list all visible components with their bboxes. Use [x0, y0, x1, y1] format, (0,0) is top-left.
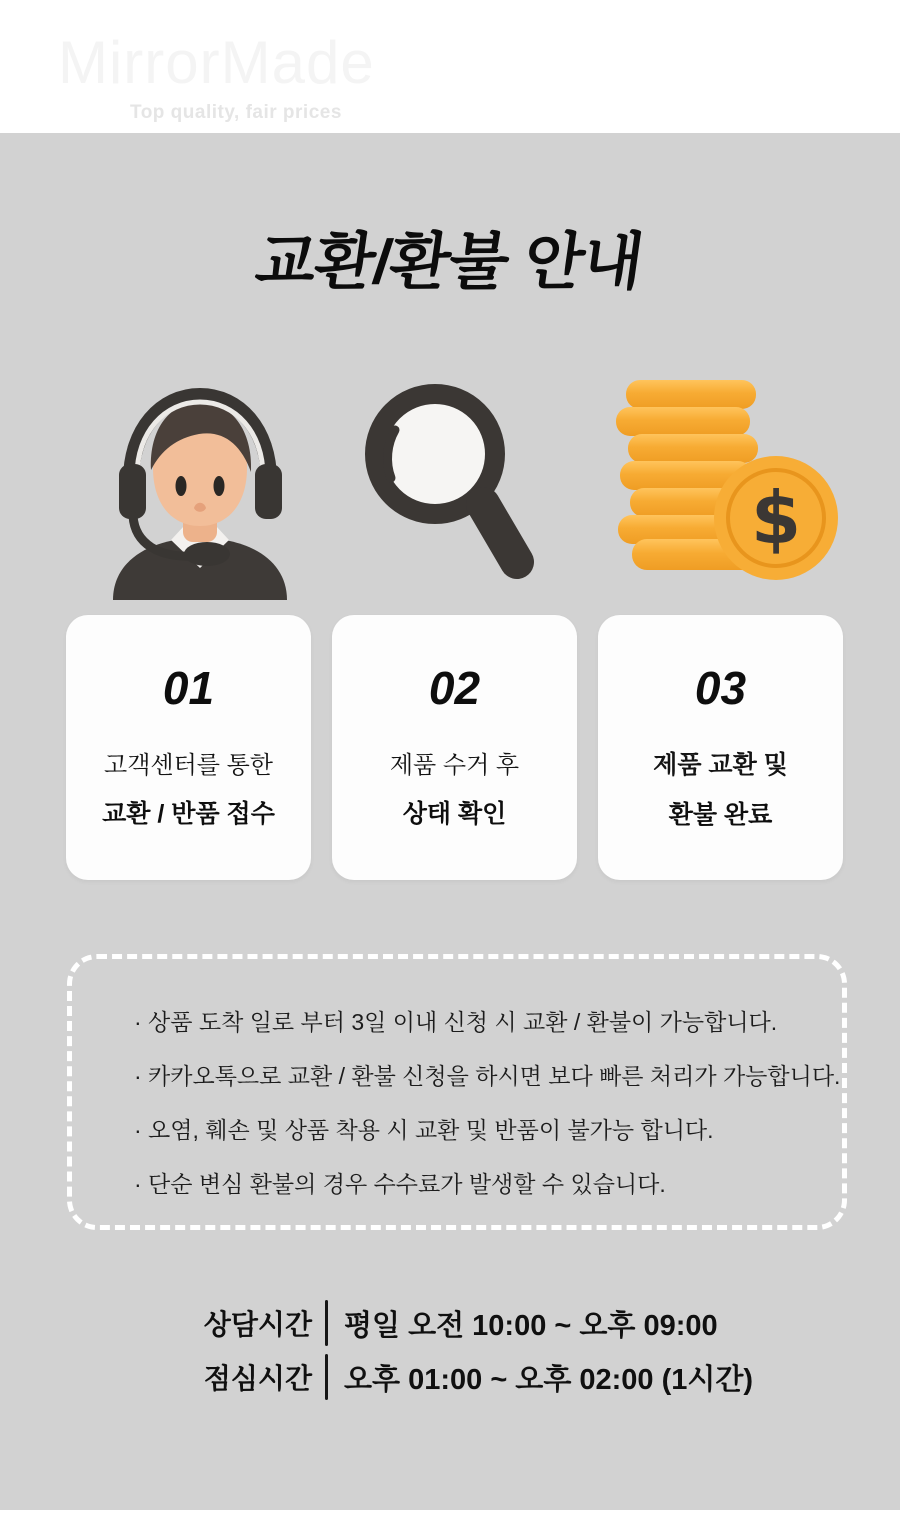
- vertical-divider: [325, 1354, 328, 1400]
- step-line1: 고객센터를 통한: [104, 752, 273, 779]
- step-line2: 교환 / 반품 접수: [102, 800, 275, 828]
- step-card-1: [66, 615, 311, 880]
- step-number: 01: [162, 662, 215, 714]
- step-line2: 환불 완료: [668, 801, 773, 829]
- hour-row-lunch: [0, 1350, 900, 1404]
- notice-line: · 단순 변심 환불의 경우 수수료가 발생할 수 있습니다.: [134, 1171, 666, 1197]
- headset-agent-icon: [103, 370, 298, 600]
- service-hours: [0, 1296, 900, 1404]
- coins-icon: [608, 376, 840, 584]
- hour-value: 오후 01:00 ~ 오후 02:00 (1시간): [344, 1363, 754, 1396]
- notice-line: · 오염, 훼손 및 상품 착용 시 교환 및 반품이 불가능 합니다.: [134, 1117, 714, 1143]
- vertical-divider: [325, 1300, 328, 1346]
- brand-header: [0, 0, 900, 133]
- step-number: 03: [694, 662, 747, 714]
- brand-logo: MirrorMade: [58, 29, 375, 96]
- hour-value: 평일 오전 10:00 ~ 오후 09:00: [344, 1309, 718, 1342]
- magnifier-icon: [355, 382, 545, 584]
- step-number: 02: [428, 662, 481, 714]
- page-title: 교환/환불 안내: [251, 228, 647, 297]
- brand-tagline: Top quality, fair prices: [130, 102, 342, 123]
- hour-row-consult: [0, 1296, 900, 1350]
- notice-box: [67, 954, 847, 1230]
- step-line2: 상태 확인: [402, 800, 507, 828]
- notice-line: · 카카오톡으로 교환 / 환불 신청을 하시면 보다 빠른 처리가 가능합니다.: [134, 1063, 841, 1089]
- svg-text:$: $: [750, 476, 802, 560]
- hour-label: 점심시간: [203, 1363, 312, 1394]
- step-line1: 제품 교환 및: [653, 751, 788, 779]
- step-card-2: [332, 615, 577, 880]
- step-line1: 제품 수거 후: [389, 752, 520, 779]
- step-card-3: [598, 615, 843, 880]
- notice-line: · 상품 도착 일로 부터 3일 이내 신청 시 교환 / 환불이 가능합니다.: [134, 1009, 778, 1035]
- hour-label: 상담시간: [203, 1309, 312, 1340]
